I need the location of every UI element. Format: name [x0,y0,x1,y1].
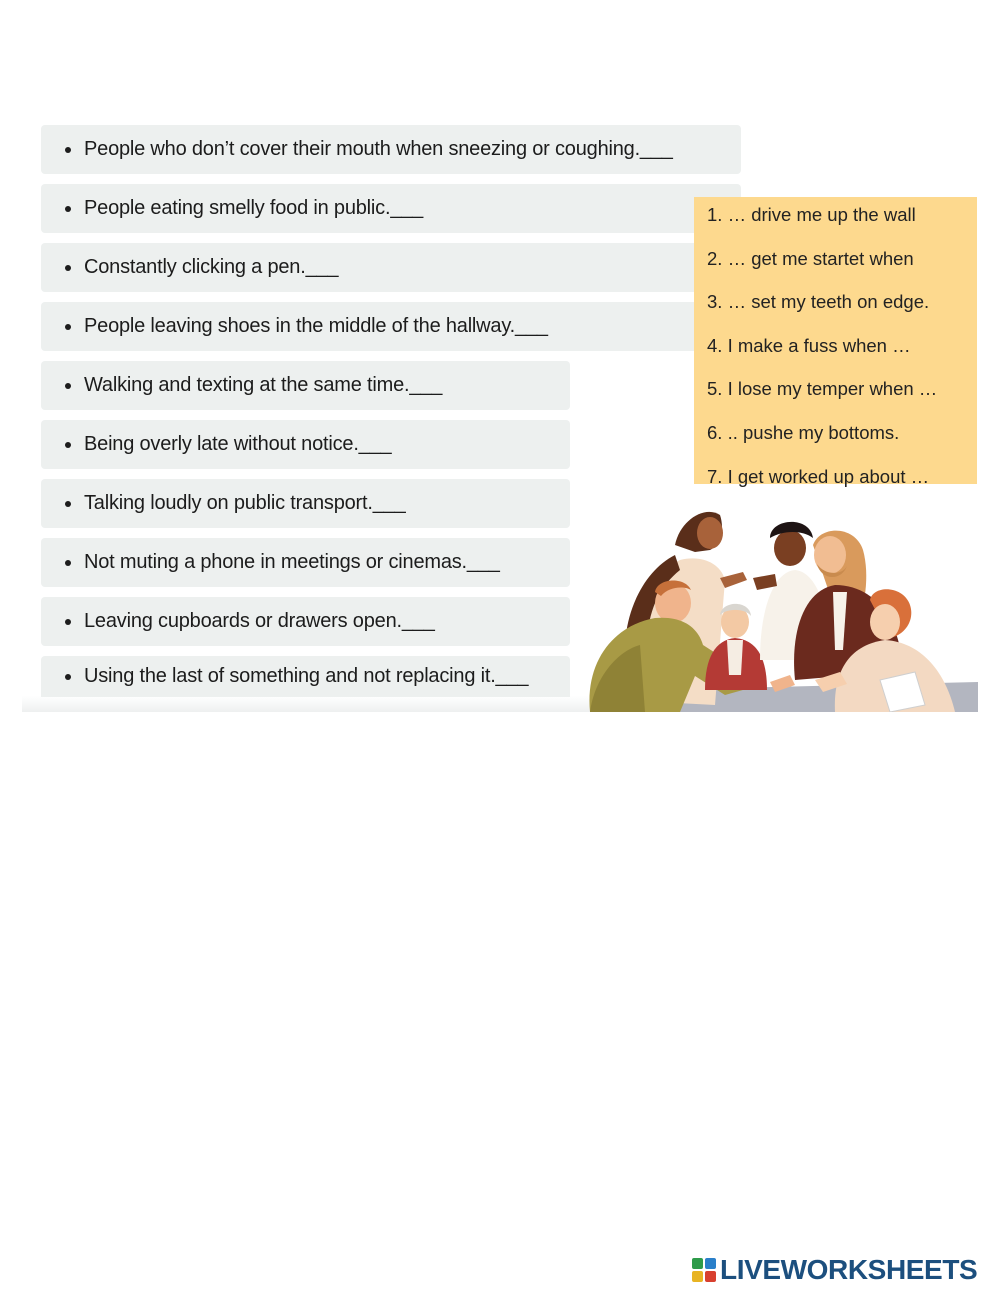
list-item-text: People eating smelly food in public.___ [84,197,424,219]
list-item-text: People who don’t cover their mouth when sneezing or coughing.___ [84,138,673,160]
list-item [41,420,570,469]
list-item [41,125,741,174]
phrase-item: 7. I get worked up about … [707,465,930,487]
bullet-icon [65,324,71,330]
brand-name: LIVEWORKSHEETS [720,1254,978,1285]
list-item-text: Not muting a phone in meetings or cinemas.___ [84,551,500,573]
liveworksheets-logo-icon [692,1258,716,1282]
bullet-icon [65,674,71,680]
arguing-people-illustration [585,500,978,712]
phrase-item: 4. I make a fuss when … [707,334,911,356]
list-item-text: Constantly clicking a pen.___ [84,256,339,278]
bullet-icon [65,442,71,448]
list-item-text: People leaving shoes in the middle of the hallway.___ [84,315,548,337]
bullet-icon [65,560,71,566]
bullet-icon [65,206,71,212]
phrase-item: 3. … set my teeth on edge. [707,291,930,313]
list-item-text: Leaving cupboards or drawers open.___ [84,610,435,632]
list-item [41,479,570,528]
list-item-text: Being overly late without notice.___ [84,433,392,455]
list-item [41,302,741,351]
brand-logo[interactable] [692,1255,977,1285]
list-item [41,361,570,410]
phrase-item: 5. I lose my temper when … [707,378,938,400]
phrase-item: 1. … drive me up the wall [707,204,916,225]
list-item [41,656,570,697]
list-item [41,597,570,646]
list-item [41,243,741,292]
bullet-icon [65,619,71,625]
list-item [41,538,570,587]
phrase-list [694,197,977,487]
list-item-text: Talking loudly on public transport.___ [84,492,406,514]
bullet-icon [65,383,71,389]
list-item-text: Using the last of something and not replacing it.___ [84,665,529,687]
phrase-item: 6. .. pushe my bottoms. [707,421,900,443]
bullet-icon [65,265,71,271]
list-item [41,184,741,233]
phrase-item: 2. … get me startet when [707,247,914,269]
bullet-icon [65,501,71,507]
list-item-text: Walking and texting at the same time.___ [84,374,443,396]
bullet-icon [65,147,71,153]
